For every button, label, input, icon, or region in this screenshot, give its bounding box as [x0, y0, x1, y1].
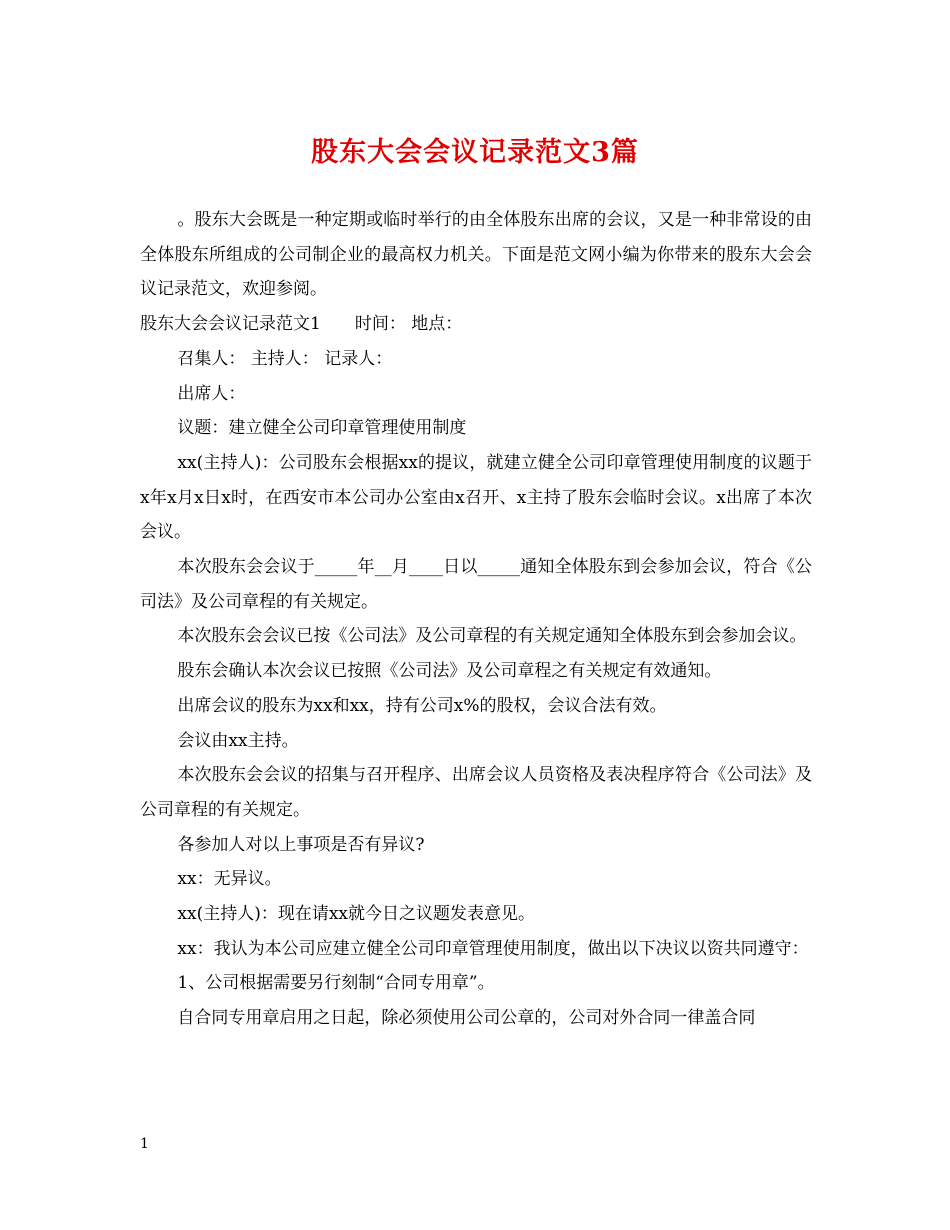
document-body	[140, 203, 812, 1036]
paragraph-procedure: 本次股东会会议的招集与召开程序、出席会议人员资格及表决程序符合《公司法》及公司章程的有关规定。	[140, 765, 812, 820]
document-title: 股东大会会议记录范文3篇	[311, 137, 639, 168]
paragraph-agenda: 议题：建立健全公司印章管理使用制度	[177, 418, 467, 439]
paragraph-confirmation: 股东会确认本次会议已按照《公司法》及公司章程之有关规定有效通知。	[177, 661, 722, 682]
paragraph-sample-heading: 股东大会会议记录范文1 时间： 地点：	[140, 314, 463, 335]
paragraph-no-objection: xx：无异议。	[177, 869, 282, 890]
paragraph-resolution-intro: xx：我认为本公司应建立健全公司印章管理使用制度，做出以下决议以资共同遵守：	[177, 938, 809, 959]
paragraph-host-request: xx(主持人)：现在请xx就今日之议题发表意见。	[177, 904, 536, 925]
paragraph-attendees-line: 出席人：	[177, 383, 246, 404]
paragraph-host-opening: xx(主持人)：公司股东会根据xx的提议，就建立健全公司印章管理使用制度的议题于x年x月x日x时，在西安市本公司办公室由x召开、x主持了股东会临时会议。x出席了本次会议。	[140, 452, 812, 543]
paragraph-resolution-item-1: 1、公司根据需要另行刻制“合同专用章”。	[177, 973, 495, 994]
paragraph-shareholders: 出席会议的股东为xx和xx，持有公司x%的股权，会议合法有效。	[177, 695, 667, 716]
paragraph-intro: 。股东大会既是一种定期或临时举行的由全体股东出席的会议，又是一种非常设的由全体股东所组成的公司制企业的最高权力机关。下面是范文网小编为你带来的股东大会会议记录范文，欢迎参阅。	[140, 210, 812, 300]
paragraph-convener-line: 召集人： 主持人： 记录人：	[177, 348, 393, 369]
paragraph-contract-seal: 自合同专用章启用之日起，除必须使用公司公章的，公司对外合同一律盖合同	[177, 1008, 756, 1029]
page-number: 1	[140, 1136, 149, 1152]
paragraph-notice: 本次股东会会议于_____年__月____日以_____通知全体股东到会参加会议，符合《公司法》及公司章程的有关规定。	[140, 557, 812, 612]
paragraph-question: 各参加人对以上事项是否有异议?	[177, 834, 425, 855]
paragraph-chair: 会议由xx主持。	[177, 730, 299, 751]
paragraph-notice-compliance: 本次股东会会议已按《公司法》及公司章程的有关规定通知全体股东到会参加会议。	[177, 626, 807, 647]
